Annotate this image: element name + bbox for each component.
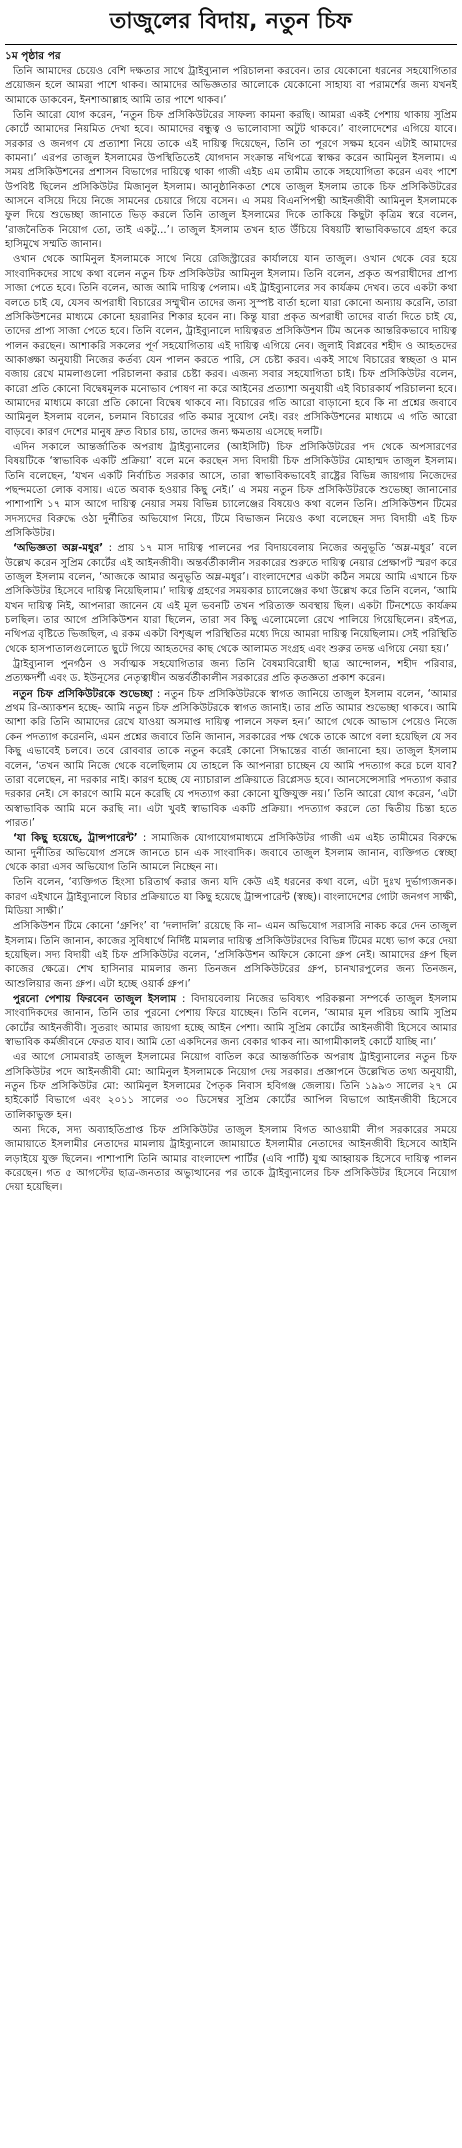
article-paragraph	[5, 253, 457, 439]
article-paragraph	[5, 688, 457, 831]
paragraph-text: : নতুন চিফ প্রসিকিউটরকে স্বাগত জানিয়ে তাজুল ইসলাম বলেন, ‘আমার প্রথম রি-অ্যাকশন হচ্ছে- আমি নতুন চিফ প্রসিকিউটরকে স্বাগত জানাই। তার প্রতি আমার শুভেচ্ছা থাকবে। আমি আশা করি তিনি আমাদের রেখে যাওয়া অসমাপ্ত দায়িত্ব পালনে সফল হন।’ আগে থেকে আভাস পেয়েও নিজে কেন পদত্যাগ করেননি, এমন প্রশ্নের জবাবে তিনি জানান, সরকারের পক্ষ থেকে তাকে আগে বলা হয়েছিল যে সব কিছু এভাবেই চলবে। তবে রোববার তাকে নতুন করেই কোনো সিদ্ধান্তের বার্তা জানানো হয়। তাজুল ইসলাম বলেন, ‘তখন আমি নিজে থেকে বলেছিলাম যে তাহলে কি আপনারা চাচ্ছেন যে আমি পদত্যাগ করে চলে যাব? তারা বলেছেন, না দরকার নাই। কারণ হচ্ছে যে ন্যাচারাল প্রক্রিয়াতে রিপ্লেসড হবে। আনসেন্সেসারি পদত্যাগ করার দরকার নেই। সে কারণে আমি মনে করেছি যে পদত্যাগ করা কোনো যুক্তিযুক্ত নয়।’ তিনি আরো যোগ করেন, ‘এটা অস্বাভাবিক আমি মনে করছি না। এটা খুবই স্বাভাবিক একটি প্রক্রিয়া। পদত্যাগ করলে তো দ্বিতীয় চিন্তা হতে পারত।’	[5, 688, 457, 829]
paragraph-subheading: ‘যা কিছু হয়েছে, ট্রান্সপারেন্ট’	[13, 833, 138, 845]
paragraph-text: অন্য দিকে, সদ্য অব্যাহতিপ্রাপ্ত চিফ প্রসিকিউটর তাজুল ইসলাম বিগত আওয়ামী লীগ সরকারের সময়ে জামায়াতে ইসলামীর নেতাদের মামলায় ট্রাইব্যুনালে জামায়াতে ইসলামীর নেতাদের আইনজীবী হিসেবে আইনি লড়াইয়ে যুক্ত ছিলেন। পাশাপাশি তিনি আমার বাংলাদেশ পার্টির (এবি পার্টি) যুগ্ম আহ্বায়ক হিসেবে দায়িত্ব পালন করেছেন। গত ৫ আগস্টের ছাত্র-জনতার অভ্যুত্থানের পর তাকে ট্রাইব্যুনালের চিফ প্রসিকিউটর হিসেবে নিয়োগ দেয়া হয়েছিল।	[5, 1125, 457, 1194]
paragraph-text: এর আগে সোমবারই তাজুল ইসলামের নিয়োগ বাতিল করে আন্তর্জাতিক অপরাধ ট্রাইব্যুনালের নতুন চিফ প্রসিকিউটর পদে আইনজীবী মো: আমিনুল ইসলামকে নিয়োগ দেয় সরকার। প্রজ্ঞাপনে উল্লেখিত তথ্য অনুযায়ী, নতুন চিফ প্রসিকিউটর মো: আমিনুল ইসলামের পৈতৃক নিবাস হবিগঞ্জ জেলায়। তিনি ১৯৯৩ সালের ২৭ মে হাইকোর্ট বিভাগে এবং ২০১১ সালের ৩০ ডিসেম্বর সুপ্রিম কোর্টের আপিল বিভাগে আইনজীবী হিসেবে তালিকাভুক্ত হন।	[5, 1052, 457, 1121]
paragraph-text: : বিদায়বেলায় নিজের ভবিষ্যৎ পরিকল্পনা সম্পর্কে তাজুল ইসলাম সাংবাদিকদের জানান, তিনি তার পুরনো পেশায় ফিরে যাচ্ছেন। তিনি বলেন, ‘আমার মূল পরিচয় আমি সুপ্রিম কোর্টের আইনজীবী। সুতরাং আমার জায়গা হচ্ছে আইন পেশা। আমি সুপ্রিম কোর্টের আইনজীবী হিসেবে আমার স্বাভাবিক কর্মজীবনে ফেরত যাব। আমি তো একদিনের জন্য বেকার থাকব না। আগামীকালই কোর্টে যাচ্ছি না।’	[5, 994, 457, 1049]
paragraph-subheading: নতুন চিফ প্রসিকিউটরকে শুভেচ্ছা	[13, 688, 153, 700]
paragraph-text: তিনি আমাদের চেয়েও বেশি দক্ষতার সাথে ট্রাইব্যুনাল পরিচালনা করবেন। তার যেকোনো ধরনের সহযোগিতার প্রয়োজন হলে আমরা পাশে থাকব। আমাদের অভিজ্ঞতার আলোকে যেকোনো সাহায্য বা পরামর্শের জন্য যখনই আমাকে ডাকবেন, ইনশাআল্লাহ আমি তার পাশে থাকব।’	[5, 66, 457, 106]
paragraph-text: : সামাজিক যোগাযোগমাধ্যমে প্রসিকিউটর গাজী এম এইচ তামীমের বিরুদ্ধে আনা দুর্নীতির অভিযোগ প্রসঙ্গে জানতে চান এক সাংবাদিক। জবাবে তাজুল ইসলাম জানান, ব্যক্তিগত স্বেচ্ছা থেকে কারা এসব অভিযোগ তিনি আমলে নিচ্ছেন না।	[5, 833, 458, 873]
article-paragraph	[5, 876, 457, 919]
article-paragraph	[5, 65, 457, 108]
paragraph-text: এদিন সকালে আন্তর্জাতিক অপরাধ ট্রাইব্যুনালের (আইসিটি) চিফ প্রসিকিউটরের পদ থেকে অপসারণের বিষয়টিকে ‘স্বাভাবিক একটি প্রক্রিয়া’ বলে মনে করছেন সদ্য বিদায়ী চিফ প্রসিকিউটর মোহাম্মদ তাজুল ইসলাম। তিনি বলেছেন, ‘যখন একটি নির্বাচিত সরকার আসে, তারা স্বাভাবিকভাবেই রাষ্ট্রের বিভিন্ন জায়গায় নিজেদের পছন্দমতো লোক বসায়। এতে অবাক হওয়ার কিছু নেই।’ এ সময় নতুন চিফ প্রসিকিউটরকে শুভেচ্ছা জানানোর পাশাপাশি ১৭ মাস আগে দায়িত্ব নেয়ার সময় বিভিন্ন চ্যালেঞ্জের বিষয়েও কথা বলেন তিনি। প্রসিকিউশন টিমের সদস্যদের বিরুদ্ধে ওঠা দুর্নীতির অভিযোগ নিয়ে, টিমে বিভাজন নিয়েও কথা বলেছেন সদ্য বিদায়ী এই চিফ প্রসিকিউটর।	[5, 441, 457, 539]
paragraph-text: : প্রায় ১৭ মাস দায়িত্ব পালনের পর বিদায়বেলায় নিজের অনুভূতি ‘অম্ল-মধুর’ বলে উল্লেখ করেন সুপ্রিম কোর্টের এই আইনজীবী। অন্তর্বর্তীকালীন সরকারের শুরুতে দায়িত্ব নেয়ার প্রেক্ষাপট স্মরণ করে তাজুল ইসলাম বলেন, ‘আজকে আমার অনুভূতি অম্ল-মধুর’। বাংলাদেশের একটা কঠিন সময়ে আমি এখানে চিফ প্রসিকিউটর হিসেবে দায়িত্ব নিয়েছিলাম।’ দায়িত্ব গ্রহণের সময়কার চ্যালেঞ্জের কথা উল্লেখ করে তিনি বলেন, ‘আমি যখন দায়িত্ব নিই, আপনারা জানেন যে এই মূল ভবনটি তখন পরিত্যক্ত অবস্থায় ছিল। একটা টিনশেডে কার্যক্রম চলছিল। তার আগে প্রসিকিউশন যারা ছিলেন, তারা সব কিছু এলোমেলো রেখে পালিয়ে গিয়েছিলেন। রইপত্র, নথিপত্র বৃষ্টিতে ভিজছিল, এ রকম একটা বিশৃঙ্খল পরিস্থিতির মধ্যে দিয়ে আমরা দায়িত্ব নিয়েছিলাম। সেই পরিস্থিতি থেকে হাসপাতালগুলোতে ছুটে গিয়ে আহতদের কাছ থেকে আলামত সংগ্রহ এবং শুরুর তদন্ত এগিয়ে নেয়া হয়।’	[5, 543, 457, 655]
paragraph-subheading: ‘অভিজ্ঞতা অম্ল-মধুর’	[13, 543, 104, 555]
article-paragraph	[5, 1124, 457, 1196]
paragraph-text: ওখান থেকে আমিনুল ইসলামকে সাথে নিয়ে রেজিস্ট্রারের কার্যালয়ে যান তাজুল। ওখান থেকে বের হয়ে সাংবাদিকদের সাথে কথা বলেন নতুন চিফ প্রসিকিউটর আমিনুল ইসলাম। তিনি বলেন, প্রকৃত অপরাধীদের প্রাপ্য সাজা পেতে হবে। তিনি বলেন, আজ আমি দায়িত্ব পেলাম। এই ট্রাইব্যুনালের সব কার্যক্রম দেখব। তবে একটা কথা বলতে চাই যে, যেসব অপরাধী বিচারের সম্মুখীন তাদের জন্য সুস্পষ্ট বার্তা হলো যারা কোনো অন্যায় করেনি, তারা প্রসিকিউশনের মাধ্যমে কোনো হয়রানির শিকার হবেন না। কিন্তু যারা প্রকৃত অপরাধী তাদের বার্তা দিতে চাই যে, তাদের প্রাপ্য সাজা পেতে হবে। তিনি বলেন, ট্রাইব্যুনালে দায়িত্বরত প্রসিকিউশন টিম অনেক আন্তরিকভাবে দায়িত্ব পালন করছেন। আশাকরি সকলের পূর্ণ সহযোগিতায় এই দায়িত্ব এগিয়ে নেব। জুলাই বিপ্লবের শহীদ ও আহতদের আকাঙ্ক্ষা অনুযায়ী নিজের কর্তব্য যেন পালন করতে পারি, সে চেষ্টা করব। একই সাথে বিচারের স্বচ্ছতা ও মান বজায় রেখে মামলাগুলো পরিচালনা করার চেষ্টা করব। এজন্য সবার সহযোগিতা চাই। চিফ প্রসিকিউটর বলেন, কারো প্রতি কোনো বিদ্বেষমূলক মনোভাব পোষণ না করে আইনের প্রত্যাশা অনুযায়ী এই বিচারকার্য পরিচালনা হবে। আমাদের মাধ্যমে কারো প্রতি কোনো বিদ্বেষ থাকবে না। বিচারের গতি আরো বাড়ানো হবে কি না প্রশ্নের জবাবে আমিনুল ইসলাম বলেন, চলমান বিচারের গতি কমার সুযোগ নেই। বরং প্রসিকিউশনের মাধ্যমে এ গতি আরো বাড়বে। কারণ দেশের মানুষ দ্রুত বিচার চায়, তাদের জন্য ক্ষমতায় এসেছে দলটি।	[5, 254, 457, 438]
paragraph-text: তিনি আরো যোগ করেন, ‘নতুন চিফ প্রসিকিউটরের সাফল্য কামনা করছি। আমরা একই পেশায় থাকায় সুপ্রিম কোর্টে আমাদের নিয়মিত দেখা হবে। আমাদের বন্ধুত্ব ও ভালোবাসা অটুট থাকবে।’ বাংলাদেশের এগিয়ে যাবে। সরকার ও জনগণ যে প্রত্যাশা নিয়ে তাকে এই দায়িত্ব দিয়েছেন, তিনি তা পূরণে সক্ষম হবেন এটাই আমাদের কামনা।’ এরপর তাজুল ইসলামের উপস্থিতিতেই যোগদান সংক্রান্ত নথিপত্রে স্বাক্ষর করেন আমিনুল ইসলাম। এ সময় প্রসিকিউশনের প্রশাসন বিভাগের দায়িত্বে থাকা গাজী এইচ এম তামীম তাকে সহযোগিতা করেন এবং পাশে উপবিষ্ট ছিলেন প্রসিকিউটর মিজানুল ইসলাম। আনুষ্ঠানিকতা শেষে তাজুল ইসলাম তাকে চিফ প্রসিকিউটরের আসনে বসিয়ে দিয়ে নিজে সামনের চেয়ারে গিয়ে বসেন। এ সময় বিএনপিপন্থী আইনজীবী আমিনুল ইসলামকে ফুল দিয়ে শুভেচ্ছা জানাতে ভিড় করলে তিনি তাজুল ইসলামের দিকে তাকিয়ে কিছুটা কৃত্রিম স্বরে বলেন, ‘রাজনৈতিক নিয়োগ তো, তাই একটু...’। তাজুল ইসলাম তখন হাত উঁচিয়ে বিষয়টি স্বাভাবিকভাবে গ্রহণ করে হাসিমুখে সম্মতি জানান।	[5, 110, 457, 251]
article-paragraph	[5, 658, 457, 687]
paragraph-text: ট্রাইব্যুনাল পুনর্গঠন ও সর্বাত্মক সহযোগিতার জন্য তিনি বৈষম্যবিরোধী ছাত্র আন্দোলন, শহীদ পরিবার, প্রত্যক্ষদর্শী এবং ড. ইউনূসের নেতৃত্বাধীন অন্তর্বর্তীকালীন সরকারের প্রতি কৃতজ্ঞতা প্রকাশ করেন।	[5, 659, 457, 685]
paragraph-text: প্রসিকিউশন টিমে কোনো ‘গ্রুপিং’ বা ‘দলাদলি’ রয়েছে কি না– এমন অভিযোগ সরাসরি নাকচ করে দেন তাজুল ইসলাম। তিনি জানান, কাজের সুবিধার্থে নির্দিষ্ট মামলার দায়িত্ব প্রসিকিউটরদের বিভিন্ন টিমের মধ্যে ভাগ করে দেয়া হয়েছিল। সদ্য বিদায়ী এই চিফ প্রসিকিউটর বলেন, ‘প্রসিকিউশন অফিসে কোনো গ্রুপ নেই। আমাদের গ্রুপ ছিল কাজের ক্ষেত্রে। শেখ হাসিনার মামলার জন্য তিনজন প্রসিকিউটরের গ্রুপ, চানখারপুলের জন্য তিনজন, আশুলিয়ার জন্য গ্রুপ। এটা হচ্ছে ওয়ার্ক গ্রুপ।’	[5, 921, 457, 990]
headline: তাজুলের বিদায়, নতুন চিফ	[5, 0, 457, 45]
article-paragraph	[5, 109, 457, 252]
article-paragraph	[5, 993, 457, 1050]
article-paragraph	[5, 920, 457, 992]
article-paragraph	[5, 441, 457, 541]
article-paragraph	[5, 1051, 457, 1123]
article-paragraph	[5, 832, 457, 875]
paragraph-subheading: পুরনো পেশায় ফিরবেন তাজুল ইসলাম	[13, 994, 177, 1005]
article-paragraph	[5, 542, 457, 657]
paragraph-text: তিনি বলেন, ‘ব্যক্তিগত হিংসা চরিতার্থ করার জন্য যদি কেউ এই ধরনের কথা বলে, এটা দুঃখ দুর্ভাগ্যজনক। কারণ এইখানে ট্রাইব্যুনালে বিচার প্রক্রিয়াতে যা কিছু হয়েছে ট্রান্সপারেন্ট (স্বচ্ছ)। বাংলাদেশের গোটা জনগণ সাক্ষী, মিডিয়া সাক্ষী।’	[5, 877, 457, 917]
continued-from-label: ১ম পৃষ্ঠার পর	[5, 50, 61, 62]
